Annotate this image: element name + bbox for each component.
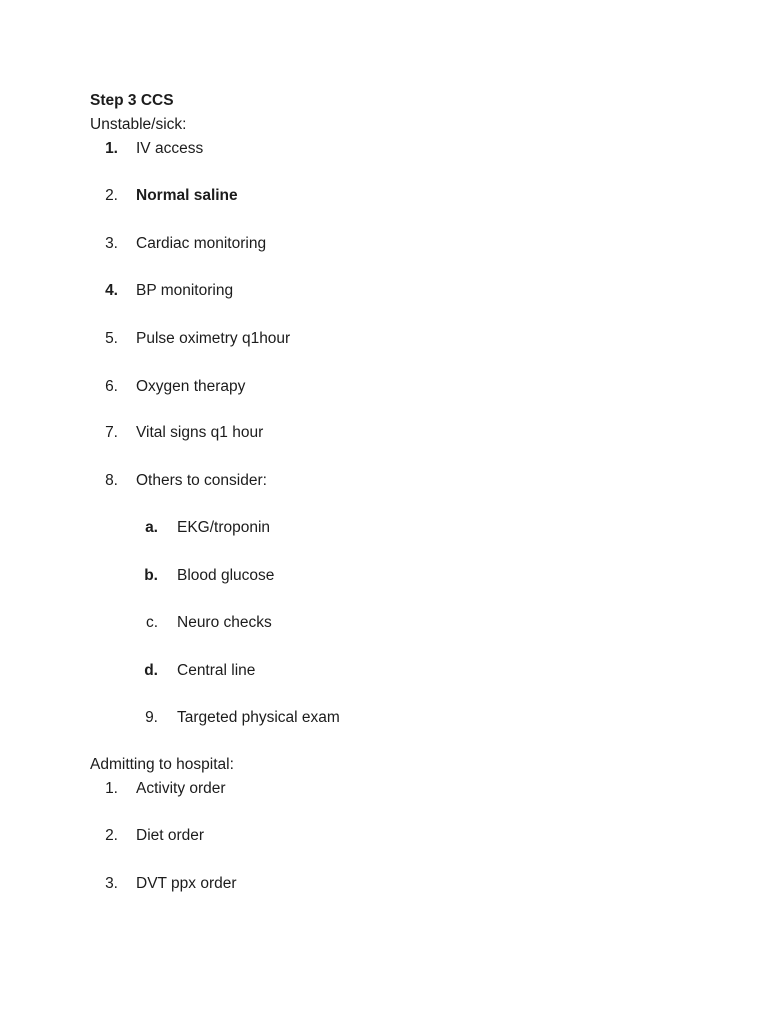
list-text: Oxygen therapy	[136, 378, 246, 395]
list-text: Central line	[177, 662, 256, 679]
list-text: EKG/troponin	[177, 519, 271, 536]
list-number: 1.	[105, 780, 118, 797]
list-number: 3.	[105, 235, 118, 252]
list-number: 5.	[105, 330, 118, 347]
list-number: 2.	[105, 187, 118, 204]
section-heading-admitting: Admitting to hospital:	[90, 756, 234, 773]
list-text: Targeted physical exam	[177, 709, 340, 726]
list-number: 4.	[105, 282, 118, 299]
list-letter: b.	[144, 567, 158, 584]
document-title: Step 3 CCS	[90, 92, 174, 109]
list-text: Normal saline	[136, 187, 238, 204]
list-number: 1.	[105, 140, 118, 157]
list-number: 8.	[105, 472, 118, 489]
list-text: Others to consider:	[136, 472, 267, 489]
list-number: 6.	[105, 378, 118, 395]
list-text: DVT ppx order	[136, 875, 237, 892]
list-letter: 9.	[145, 709, 158, 726]
list-letter: c.	[145, 614, 158, 631]
list-letter: d.	[144, 662, 158, 679]
list-text: Neuro checks	[177, 614, 272, 631]
list-text: Blood glucose	[177, 567, 275, 584]
list-number: 3.	[105, 875, 118, 892]
list-text: Activity order	[136, 780, 226, 797]
list-text: Vital signs q1 hour	[136, 424, 264, 441]
list-text: Cardiac monitoring	[136, 235, 267, 252]
list-number: 7.	[105, 424, 118, 441]
section-heading-unstable: Unstable/sick:	[90, 116, 187, 133]
list-number: 2.	[105, 827, 118, 844]
list-letter: a.	[145, 519, 158, 536]
list-text: Pulse oximetry q1hour	[136, 330, 291, 347]
list-text: BP monitoring	[136, 282, 234, 299]
list-text: IV access	[136, 140, 204, 157]
list-text: Diet order	[136, 827, 205, 844]
